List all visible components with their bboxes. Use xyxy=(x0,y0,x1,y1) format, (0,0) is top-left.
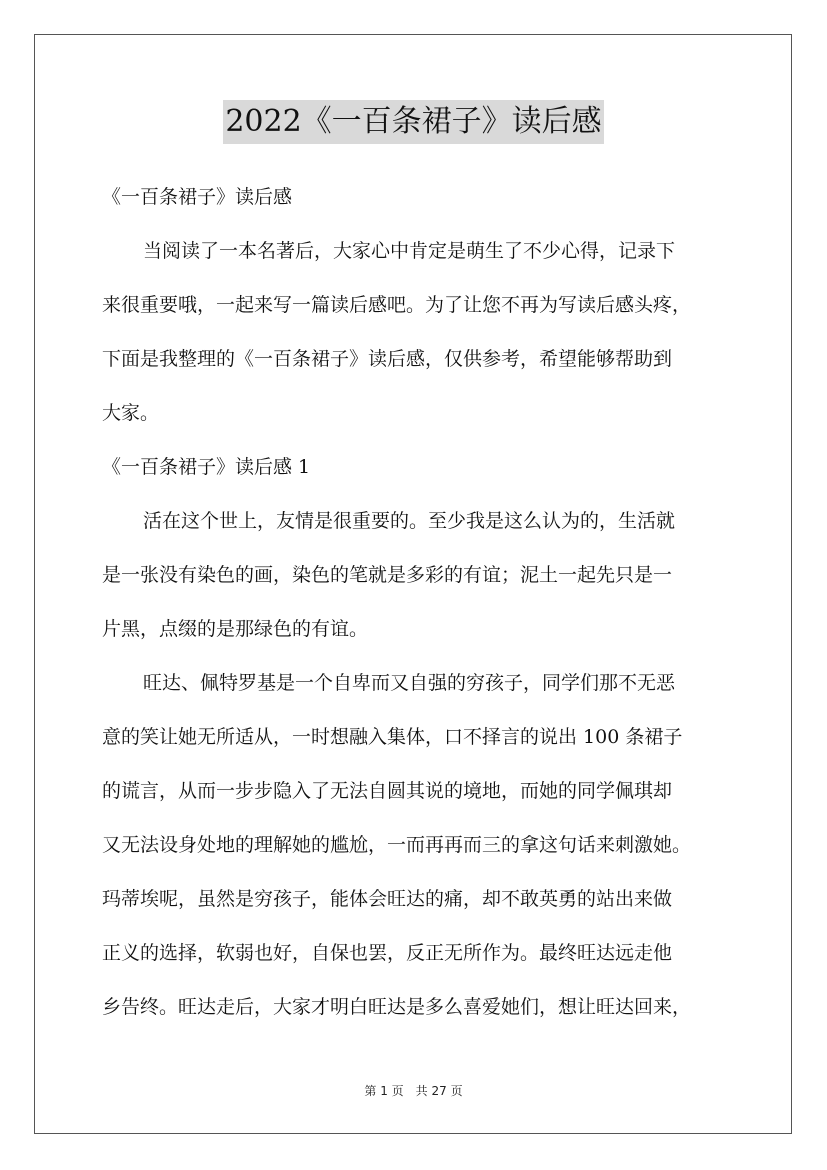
title-container xyxy=(0,100,827,144)
text-line: 旺达、佩特罗基是一个自卑而又自强的穷孩子，同学们那不无恶 xyxy=(143,672,676,694)
text-line: 正义的选择，软弱也好，自保也罢，反正无所作为。最终旺达远走他 xyxy=(102,942,673,964)
text-line: 片黑，点缀的是那绿色的有谊。 xyxy=(102,618,369,640)
page-footer xyxy=(0,1082,827,1099)
document-title: 2022《一百条裙子》读后感 xyxy=(223,100,603,144)
text-line: 《一百条裙子》读后感 xyxy=(102,186,293,208)
text-line: 来很重要哦，一起来写一篇读后感吧。为了让您不再为写读后感头疼， xyxy=(102,294,692,316)
text-line: 《一百条裙子》读后感 1 xyxy=(102,456,311,478)
text-line: 的谎言，从而一步步隐入了无法自圆其说的境地，而她的同学佩琪却 xyxy=(102,780,673,802)
text-line: 又无法设身处地的理解她的尴尬，一而再再而三的拿这句话来刺激她。 xyxy=(102,834,692,856)
text-line: 下面是我整理的《一百条裙子》读后感，仅供参考，希望能够帮助到 xyxy=(102,348,673,370)
page-number: 第 1 页 共 27 页 xyxy=(364,1084,463,1098)
text-line: 当阅读了一本名著后，大家心中肯定是萌生了不少心得，记录下 xyxy=(143,240,676,262)
text-line: 活在这个世上，友情是很重要的。至少我是这么认为的，生活就 xyxy=(143,510,676,532)
text-line: 玛蒂埃呢，虽然是穷孩子，能体会旺达的痛，却不敢英勇的站出来做 xyxy=(102,888,673,910)
document-body xyxy=(102,170,742,1034)
text-line: 大家。 xyxy=(102,402,160,424)
text-line: 意的笑让她无所适从，一时想融入集体，口不择言的说出 100 条裙子 xyxy=(102,726,683,748)
text-line: 乡告终。旺达走后，大家才明白旺达是多么喜爱她们，想让旺达回来， xyxy=(102,996,692,1018)
text-line: 是一张没有染色的画，染色的笔就是多彩的有谊；泥土一起先只是一 xyxy=(102,564,673,586)
